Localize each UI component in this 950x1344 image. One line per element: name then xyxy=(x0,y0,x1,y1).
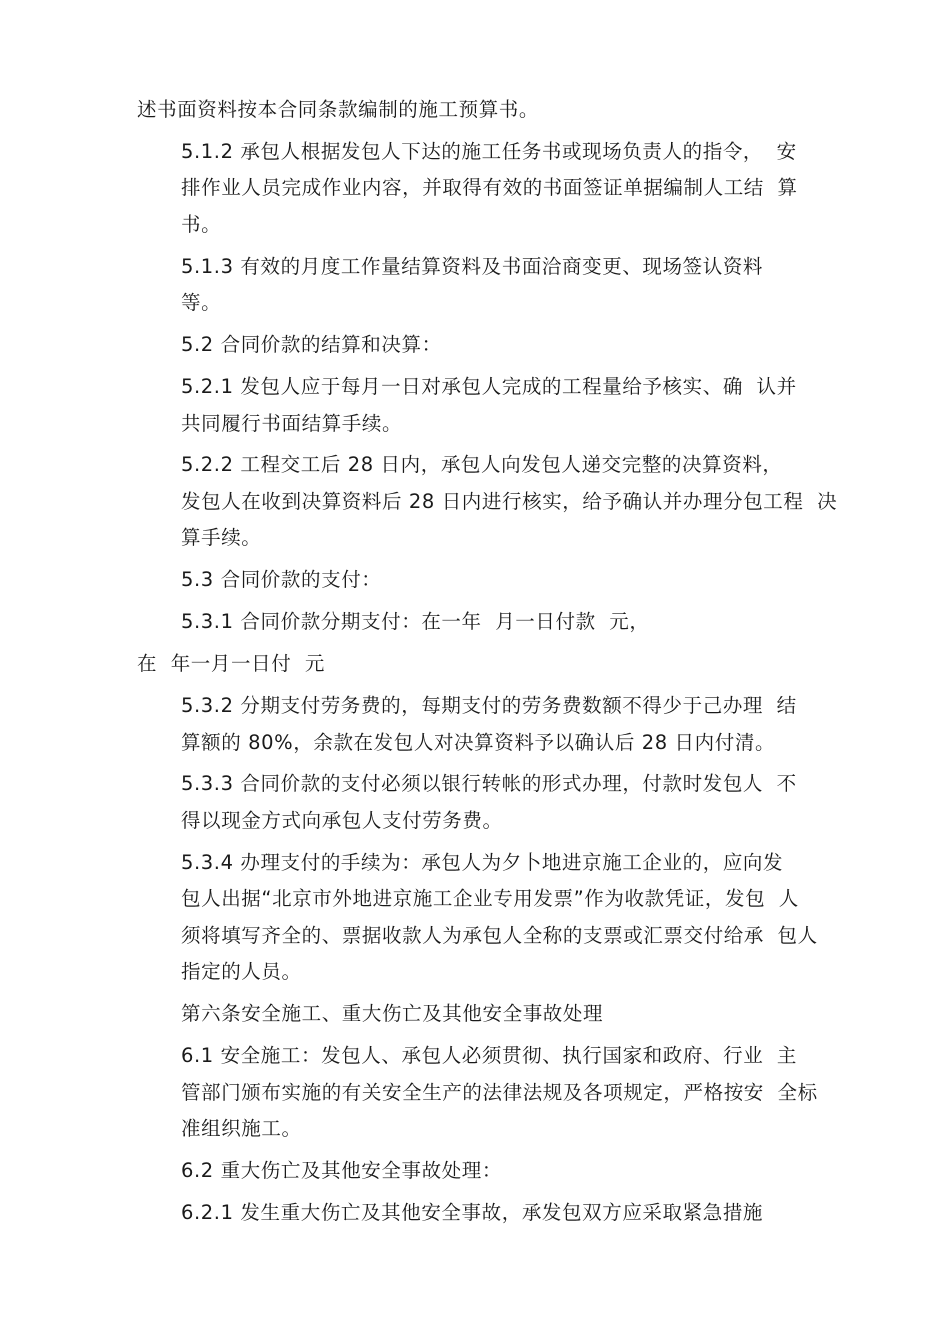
document-body xyxy=(137,92,838,1237)
text-line: 指定的人员。 xyxy=(181,960,302,984)
text-line: 算额的 80%，余款在发包人对决算资料予以确认后 28 日内付清。 xyxy=(181,730,776,754)
text-line: 6.2 重大伤亡及其他安全事故处理： xyxy=(181,1158,503,1182)
paragraph xyxy=(137,766,825,839)
paragraph xyxy=(137,688,825,761)
text-line: 第六条安全施工、重大伤亡及其他安全事故处理 xyxy=(181,1002,604,1026)
paragraph xyxy=(137,447,838,557)
paragraph xyxy=(137,996,825,1033)
paragraph xyxy=(137,1153,825,1190)
text-line: 准组织施工。 xyxy=(181,1117,302,1141)
paragraph xyxy=(137,249,825,322)
paragraph xyxy=(137,369,825,442)
text-line: 书。 xyxy=(181,212,222,236)
paragraph xyxy=(137,1195,825,1232)
paragraph xyxy=(137,845,825,991)
text-line: 述书面资料按本合同条款编制的施工预算书。 xyxy=(137,98,540,121)
text-line: 5.2.2 工程交工后 28 日内，承包人向发包人递交完整的决算资料， xyxy=(181,453,783,477)
text-line: 发包人在收到决算资料后 28 日内进行核实，给予确认并办理分包工程 决 xyxy=(181,489,838,513)
text-line: 在 年一月一日付 元 xyxy=(137,652,325,676)
text-line: 共同履行书面结算手续。 xyxy=(181,411,403,435)
paragraph xyxy=(137,604,825,641)
paragraph xyxy=(137,646,825,683)
text-line: 等。 xyxy=(181,291,222,315)
text-line: 5.2 合同价款的结算和决算： xyxy=(181,333,442,357)
text-line: 5.3.2 分期支付劳务费的，每期支付的劳务费数额不得少于己办理 结 xyxy=(181,694,797,718)
paragraph xyxy=(137,1038,825,1148)
paragraph xyxy=(137,562,825,599)
text-line: 包人出据“北京市外地进京施工企业专用发票”作为收款凭证，发包 人 xyxy=(181,887,799,911)
text-line: 6.1 安全施工：发包人、承包人必须贯彻、执行国家和政府、行业 主 xyxy=(181,1044,798,1068)
paragraph xyxy=(137,134,825,244)
text-line: 管部门颁布实施的有关安全生产的法律法规及各项规定，严格按安 全标 xyxy=(181,1080,818,1104)
text-line: 算手续。 xyxy=(181,526,262,550)
text-line: 5.3 合同价款的支付： xyxy=(181,568,382,592)
text-line: 5.2.1 发包人应于每月一日对承包人完成的工程量给予核实、确 认并 xyxy=(181,375,797,399)
text-line: 5.3.4 办理支付的手续为：承包人为夕卜地进京施工企业的，应向发 xyxy=(181,850,784,874)
text-line: 6.2.1 发生重大伤亡及其他安全事故，承发包双方应采取紧急措施 xyxy=(181,1200,764,1224)
paragraph xyxy=(137,92,825,129)
paragraph xyxy=(137,327,825,364)
text-line: 5.1.3 有效的月度工作量结算资料及书面洽商变更、现场签认资料 xyxy=(181,254,764,278)
text-line: 须将填写齐全的、票据收款人为承包人全称的支票或汇票交付给承 包人 xyxy=(181,923,818,947)
text-line: 5.3.1 合同价款分期支付：在一年 月一日付款 元， xyxy=(181,610,650,634)
text-line: 5.3.3 合同价款的支付必须以银行转帐的形式办理，付款时发包人 不 xyxy=(181,772,797,796)
text-line: 得以现金方式向承包人支付劳务费。 xyxy=(181,808,503,832)
text-line: 5.1.2 承包人根据发包人下达的施工任务书或现场负责人的指令， 安 xyxy=(181,139,797,163)
text-line: 排作业人员完成作业内容，并取得有效的书面签证单据编制人工结 算 xyxy=(181,176,798,200)
